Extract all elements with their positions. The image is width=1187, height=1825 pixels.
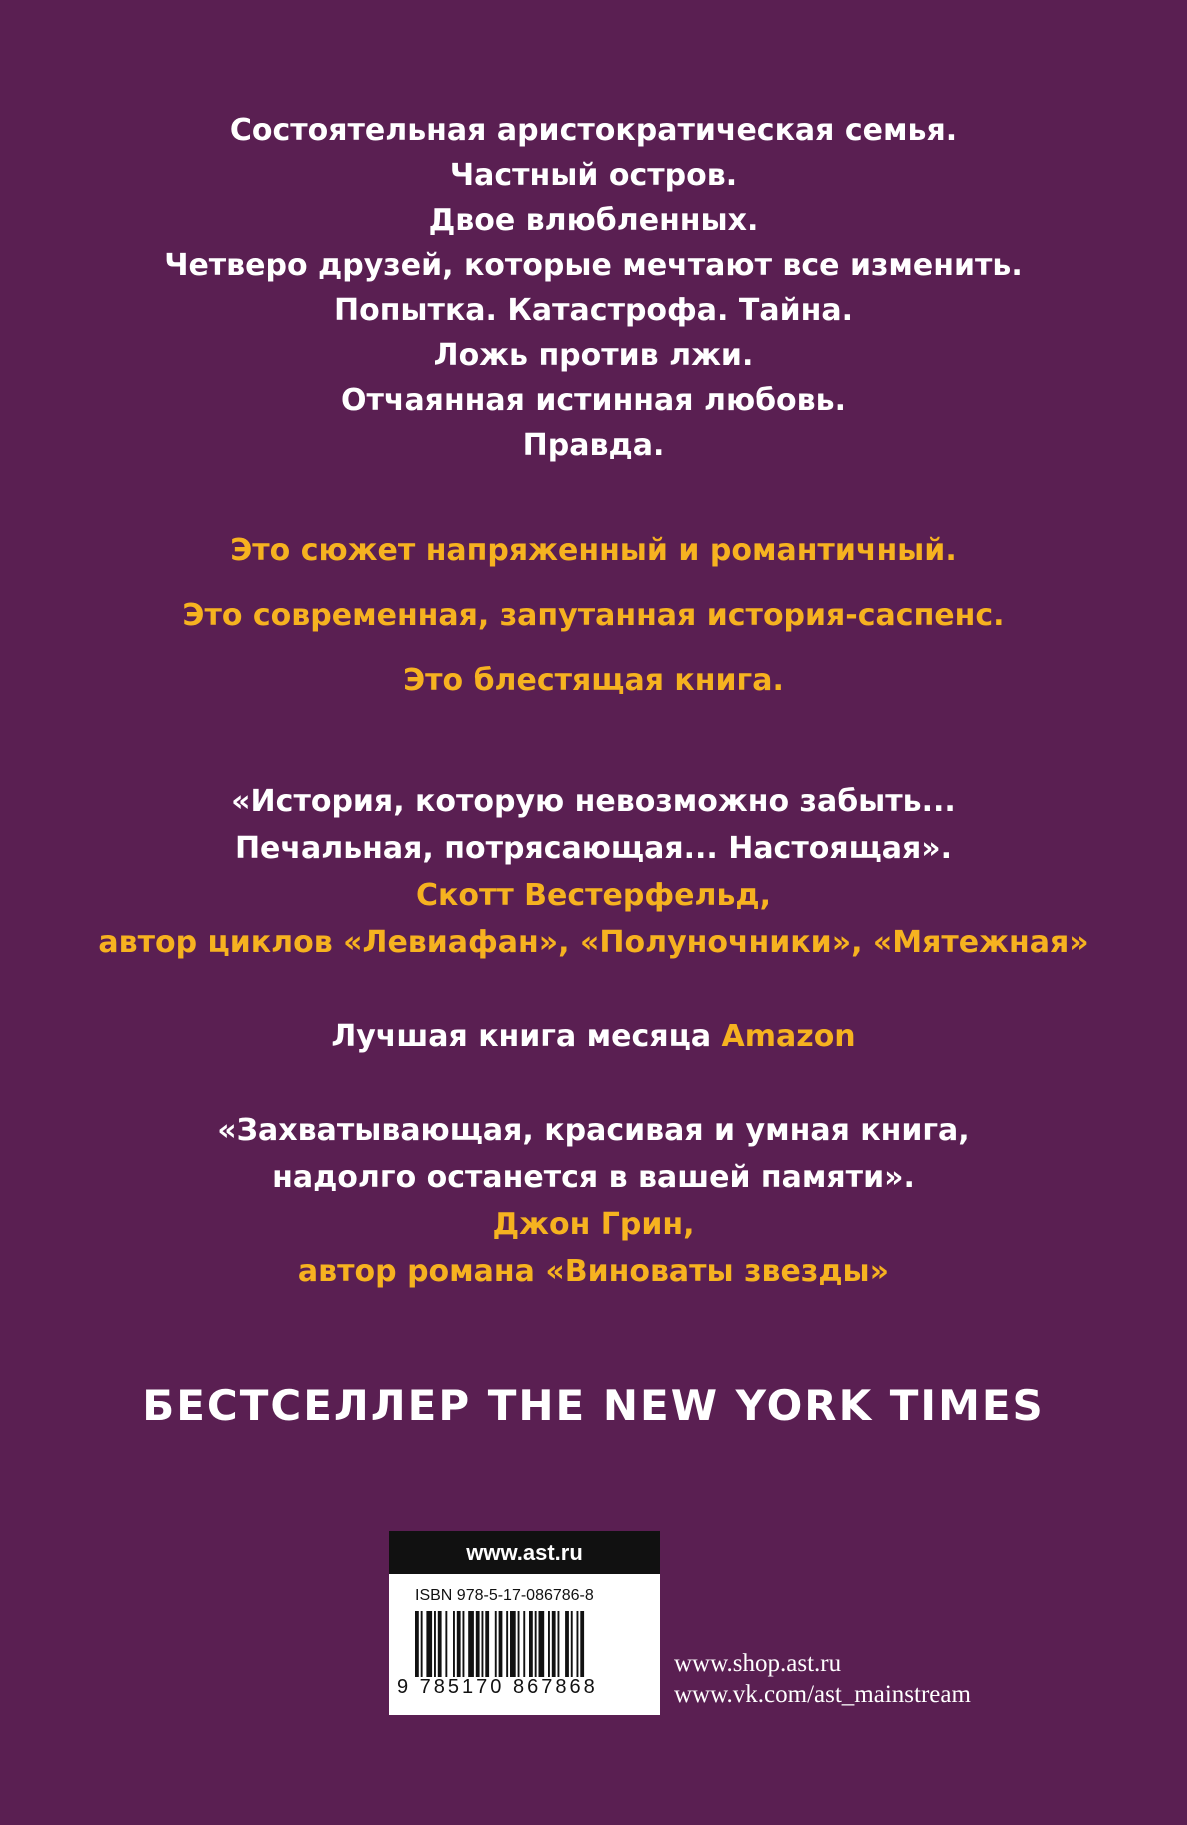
vk-link[interactable]: www.vk.com/ast_mainstream xyxy=(674,1681,971,1708)
intro-line: Двое влюбленных. xyxy=(428,203,759,238)
amazon-award-text: Лучшая книга месяца xyxy=(331,1019,712,1054)
intro-line: Четверо друзей, которые мечтают все изменить. xyxy=(164,248,1023,283)
quote-author-credit: автор циклов «Левиафан», «Полуночники», «Мятежная» xyxy=(98,925,1089,960)
quote-author: Джон Грин, xyxy=(492,1207,695,1242)
intro-line: Отчаянная истинная любовь. xyxy=(340,383,847,418)
barcode-graphic xyxy=(415,1611,637,1677)
barcode-digits: 9 785170 867868 xyxy=(397,1676,598,1698)
intro-line: Попытка. Катастрофа. Тайна. xyxy=(333,293,853,328)
isbn-number: ISBN 978-5-17-086786-8 xyxy=(415,1587,594,1604)
amazon-award xyxy=(0,1013,1187,1060)
intro-line: Ложь против лжи. xyxy=(433,338,754,373)
taglines xyxy=(0,518,1187,713)
tagline: Это сюжет напряженный и романтичный. xyxy=(230,533,957,568)
amazon-brand: Amazon xyxy=(721,1019,856,1054)
web-links xyxy=(674,1648,971,1710)
tagline: Это блестящая книга. xyxy=(403,663,784,698)
shop-link[interactable]: www.shop.ast.ru xyxy=(674,1650,842,1677)
publisher-url: www.ast.ru xyxy=(389,1531,660,1574)
bestseller-banner: БЕСТСЕЛЛЕР THE NEW YORK TIMES xyxy=(142,1381,1045,1430)
quote-line: «История, которую невозможно забыть... xyxy=(231,784,956,819)
intro-text xyxy=(0,108,1187,468)
quote-line: «Захватывающая, красивая и умная книга, xyxy=(217,1113,970,1148)
quote-line: надолго останется в вашей памяти». xyxy=(272,1160,915,1195)
intro-line: Правда. xyxy=(522,428,665,463)
review-quote-green xyxy=(0,1107,1187,1295)
tagline: Это современная, запутанная история-саспенс. xyxy=(182,598,1005,633)
quote-author: Скотт Вестерфельд, xyxy=(415,878,772,913)
review-quote-westerfeld xyxy=(0,778,1187,966)
quote-author-credit: автор романа «Виноваты звезды» xyxy=(297,1254,890,1289)
intro-line: Частный остров. xyxy=(449,158,738,193)
quote-line: Печальная, потрясающая... Настоящая». xyxy=(234,831,953,866)
barcode-label xyxy=(389,1531,660,1715)
intro-line: Состоятельная аристократическая семья. xyxy=(229,113,958,148)
